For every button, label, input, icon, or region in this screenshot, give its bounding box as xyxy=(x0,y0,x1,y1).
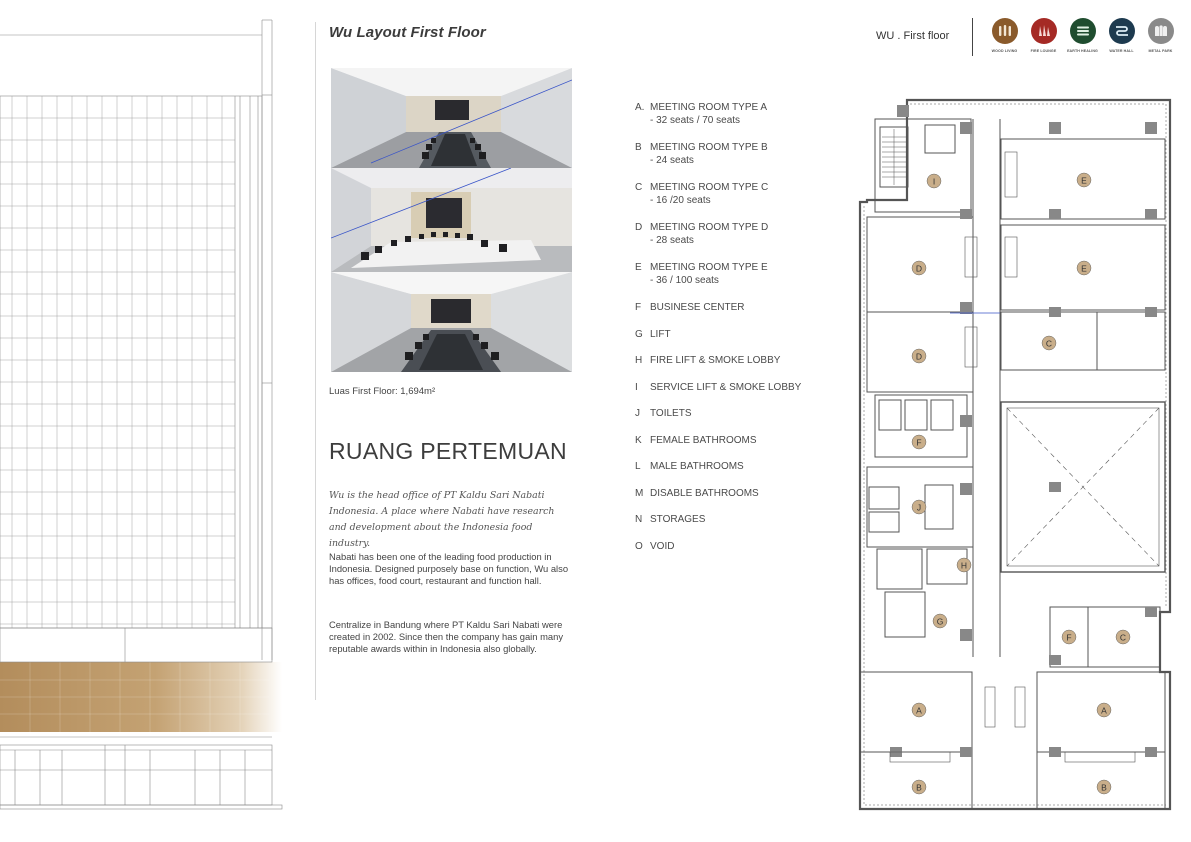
legend-key: J xyxy=(635,408,640,419)
legend-detail: - 24 seats xyxy=(650,155,694,166)
legend-detail: - 16 /20 seats xyxy=(650,195,711,206)
room-legend xyxy=(635,101,835,566)
svg-text:A: A xyxy=(916,705,922,716)
legend-item-m xyxy=(635,487,835,514)
legend-key: F xyxy=(635,302,642,313)
building-facade-drawing xyxy=(0,0,316,842)
plan-marker-h xyxy=(957,558,971,572)
plan-markers xyxy=(912,173,1130,794)
legend-item-l xyxy=(635,460,835,487)
svg-text:C: C xyxy=(1119,632,1127,643)
legend-item-f xyxy=(635,301,835,328)
fire-icon xyxy=(1031,18,1057,44)
legend-name: VOID xyxy=(650,540,675,552)
legend-key: E xyxy=(635,262,642,273)
svg-text:J: J xyxy=(916,502,922,513)
legend-item-j xyxy=(635,407,835,434)
floor-area-text: Luas First Floor: 1,694m² xyxy=(329,386,436,397)
legend-item-c xyxy=(635,181,835,221)
plan-marker-a xyxy=(912,703,926,717)
plan-marker-j xyxy=(912,500,926,514)
badge-label: METAL PARK xyxy=(1148,49,1173,53)
legend-item-n xyxy=(635,513,835,540)
legend-key: O xyxy=(635,540,643,552)
legend-name: STORAGES xyxy=(650,514,706,525)
legend-key: D xyxy=(635,222,643,233)
legend-key: N xyxy=(635,514,643,525)
legend-item-b xyxy=(635,141,835,181)
plan-marker-b xyxy=(912,780,926,794)
legend-name: BUSINESE CENTER xyxy=(650,302,745,313)
plan-marker-b xyxy=(1097,780,1111,794)
plan-marker-f xyxy=(912,435,926,449)
legend-key: L xyxy=(635,461,641,472)
svg-text:I: I xyxy=(932,176,936,187)
legend-name: FEMALE BATHROOMS xyxy=(650,434,757,446)
legend-key: G xyxy=(635,328,643,340)
meeting-room-photo-3 xyxy=(331,272,572,372)
legend-item-d xyxy=(635,221,835,261)
plan-marker-e xyxy=(1077,261,1091,275)
legend-item-i xyxy=(635,381,835,408)
plan-marker-a xyxy=(1097,703,1111,717)
badge-label: EARTH HEALING xyxy=(1067,49,1098,53)
svg-text:B: B xyxy=(1101,782,1107,793)
plan-marker-c xyxy=(1042,336,1056,350)
plan-marker-f xyxy=(1062,630,1076,644)
svg-text:F: F xyxy=(1066,632,1072,643)
plan-marker-c xyxy=(1116,630,1130,644)
badge-water-hall xyxy=(1106,18,1137,53)
meeting-room-photo-2 xyxy=(331,168,572,272)
legend-key: B xyxy=(635,142,642,153)
legend-item-e xyxy=(635,261,835,301)
badge-label: FIRE LOUNGE xyxy=(1030,49,1057,53)
svg-text:A: A xyxy=(1101,705,1107,716)
meeting-room-photo-1 xyxy=(331,68,572,168)
plan-marker-e xyxy=(1077,173,1091,187)
earth-icon xyxy=(1070,18,1096,44)
badge-label: WOOD LIVING xyxy=(991,49,1018,53)
legend-key: A. xyxy=(635,102,645,113)
legend-name: DISABLE BATHROOMS xyxy=(650,487,759,499)
header-divider xyxy=(972,18,973,56)
intro-text: Wu is the head office of PT Kaldu Sari Nabati Indonesia. A place where Nabati have research and development about the Indonesia food industry. xyxy=(329,490,555,549)
floor-plan xyxy=(855,97,1175,812)
legend-name: MALE BATHROOMS xyxy=(650,461,744,472)
legend-key: K xyxy=(635,434,642,446)
svg-text:D: D xyxy=(915,351,923,362)
svg-text:G: G xyxy=(936,616,944,627)
svg-text:B: B xyxy=(916,782,922,793)
badge-wood-living xyxy=(989,18,1020,53)
badge-earth-healing xyxy=(1067,18,1098,53)
legend-name: MEETING ROOM TYPE D xyxy=(650,222,769,233)
legend-key: I xyxy=(635,381,638,393)
plan-marker-d xyxy=(912,261,926,275)
svg-text:H: H xyxy=(960,560,968,571)
water-icon xyxy=(1109,18,1135,44)
legend-item-h xyxy=(635,354,835,381)
svg-text:F: F xyxy=(916,437,922,448)
metal-icon xyxy=(1148,18,1174,44)
legend-item-k xyxy=(635,434,835,461)
svg-text:E: E xyxy=(1081,175,1087,186)
legend-detail: - 36 / 100 seats xyxy=(650,275,719,286)
description-paragraph-1: Nabati has been one of the leading food production in Indonesia. Designed purposely base on function, Wu also has offices, food court, restaurant and function hall. xyxy=(329,551,569,586)
legend-name: MEETING ROOM TYPE E xyxy=(650,262,768,273)
legend-key: C xyxy=(635,182,643,193)
plan-marker-i xyxy=(927,174,941,188)
legend-detail: - 32 seats / 70 seats xyxy=(650,115,741,126)
section-title: RUANG PERTEMUAN xyxy=(329,438,567,464)
page-title: Wu Layout First Floor xyxy=(329,24,486,41)
svg-text:D: D xyxy=(915,263,923,274)
header-floor-label: WU . First floor xyxy=(876,30,950,42)
legend-name: SERVICE LIFT & SMOKE LOBBY xyxy=(650,381,802,393)
legend-key: M xyxy=(635,487,644,499)
badge-label: WATER HALL xyxy=(1109,49,1134,53)
badge-metal-park xyxy=(1145,18,1176,53)
svg-text:E: E xyxy=(1081,263,1087,274)
legend-name: MEETING ROOM TYPE C xyxy=(650,182,769,193)
legend-name: MEETING ROOM TYPE B xyxy=(650,142,768,153)
legend-detail: - 28 seats xyxy=(650,235,694,246)
legend-item-o xyxy=(635,540,835,567)
legend-name: MEETING ROOM TYPE A xyxy=(650,102,768,113)
plan-marker-d xyxy=(912,349,926,363)
svg-text:C: C xyxy=(1045,338,1053,349)
legend-name: TOILETS xyxy=(650,408,692,419)
legend-name: FIRE LIFT & SMOKE LOBBY xyxy=(650,355,781,366)
description-paragraph-2: Centralize in Bandung where PT Kaldu Sari Nabati were created in 2002. Since then the company has gain many reputable awards within in Indonesia also globally. xyxy=(329,619,564,654)
legend-key: H xyxy=(635,355,643,366)
legend-name: LIFT xyxy=(650,328,671,340)
plan-marker-g xyxy=(933,614,947,628)
legend-item-a xyxy=(635,101,835,141)
wood-icon xyxy=(992,18,1018,44)
legend-item-g xyxy=(635,328,835,355)
badge-fire-lounge xyxy=(1028,18,1059,53)
